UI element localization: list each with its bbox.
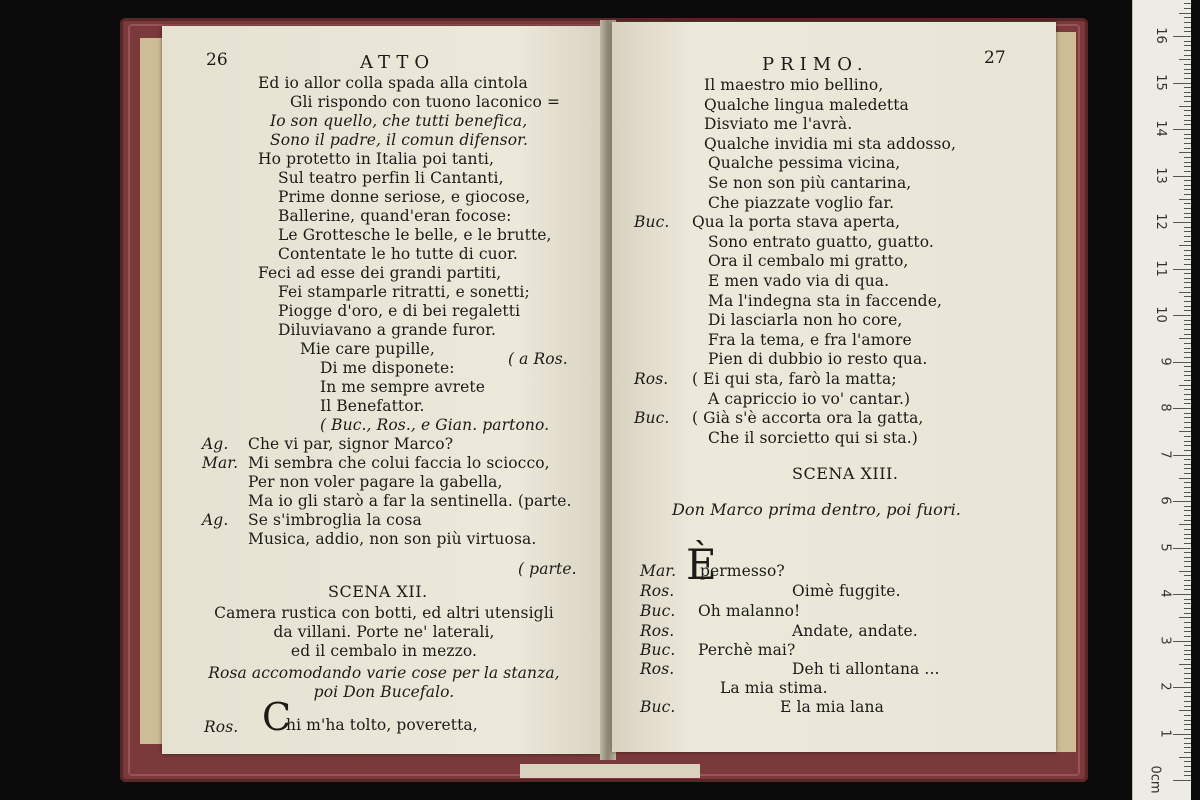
- verse-line: Di me disponete:: [320, 359, 455, 377]
- speaker-label: Ros.: [634, 370, 669, 388]
- ruler-tick: [1184, 487, 1191, 488]
- ruler-label: 1: [1157, 729, 1173, 738]
- stage-aside: ( a Ros.: [508, 350, 568, 368]
- ruler-tick: [1184, 464, 1191, 465]
- ruler-tick: [1184, 389, 1191, 390]
- ruler-tick: [1179, 617, 1191, 618]
- ruler-tick: [1173, 269, 1191, 270]
- ruler-tick: [1184, 296, 1191, 297]
- ruler-label: 2: [1157, 682, 1173, 691]
- verse-line: Che vi par, signor Marco?: [248, 435, 454, 453]
- ruler-tick: [1184, 585, 1191, 586]
- verse-line: ( Già s'è accorta ora la gatta,: [692, 409, 924, 427]
- ruler-tick: [1184, 78, 1191, 79]
- ruler-tick: [1184, 241, 1191, 242]
- ruler-label: 5: [1157, 543, 1173, 552]
- speaker-label: Ag.: [202, 435, 229, 453]
- ruler-tick: [1184, 422, 1191, 423]
- ruler-tick: [1184, 492, 1191, 493]
- ruler-tick: [1173, 362, 1191, 363]
- ruler-tick: [1184, 747, 1191, 748]
- ruler-tick: [1184, 482, 1191, 483]
- ruler-label: 16: [1153, 27, 1169, 44]
- ruler-tick: [1173, 594, 1191, 595]
- ruler-tick: [1184, 264, 1191, 265]
- ruler-tick: [1184, 645, 1191, 646]
- verse-line: Ed io allor colla spada alla cintola: [258, 74, 528, 92]
- ruler-tick: [1184, 138, 1191, 139]
- ruler-tick: [1184, 627, 1191, 628]
- verse-line: Sono il padre, il comun difensor.: [270, 131, 528, 149]
- ruler-tick: [1184, 189, 1191, 190]
- ruler-tick: [1184, 682, 1191, 683]
- speaker-label: Ag.: [202, 511, 229, 529]
- ruler-tick: [1184, 417, 1191, 418]
- speaker-label: Buc.: [640, 602, 676, 620]
- verse-line: Fra la tema, e fra l'amore: [708, 331, 912, 349]
- ruler-tick: [1184, 306, 1191, 307]
- ruler-tick: [1179, 199, 1191, 200]
- speaker-label: Mar.: [640, 562, 677, 580]
- ruler-tick: [1173, 734, 1191, 735]
- ruler-tick: [1184, 678, 1191, 679]
- ruler-tick: [1184, 459, 1191, 460]
- ruler-tick: [1184, 743, 1191, 744]
- ruler-tick: [1184, 534, 1191, 535]
- ruler-tick: [1184, 468, 1191, 469]
- ruler-tick: [1184, 310, 1191, 311]
- ruler-tick: [1173, 129, 1191, 130]
- speaker-label: Buc.: [634, 409, 670, 427]
- ruler-label: 8: [1157, 403, 1173, 412]
- ruler-tick: [1184, 715, 1191, 716]
- ruler-tick: [1184, 343, 1191, 344]
- ruler-tick: [1184, 120, 1191, 121]
- ruler-tick: [1184, 654, 1191, 655]
- ruler-tick: [1184, 510, 1191, 511]
- ruler-tick: [1184, 115, 1191, 116]
- ruler-tick: [1184, 166, 1191, 167]
- ruler-tick: [1184, 194, 1191, 195]
- ruler-tick: [1184, 738, 1191, 739]
- ruler-label: 10: [1153, 306, 1169, 323]
- ruler-tick: [1184, 371, 1191, 372]
- ruler-label: 7: [1157, 450, 1173, 459]
- ruler-tick: [1184, 301, 1191, 302]
- verse-line: Ma io gli starò a far la sentinella. (parte.: [248, 492, 572, 510]
- ruler-tick: [1184, 659, 1191, 660]
- speaker-label: Ros.: [204, 718, 239, 736]
- ruler-tick: [1184, 380, 1191, 381]
- ruler-tick: [1184, 529, 1191, 530]
- stage-line: ed il cembalo in mezzo.: [290, 642, 478, 660]
- ruler-tick: [1179, 245, 1191, 246]
- ruler-tick: [1184, 496, 1191, 497]
- ruler-tick: [1184, 213, 1191, 214]
- verse-line: Contentate le ho tutte di cuor.: [278, 245, 518, 263]
- ruler-tick: [1173, 780, 1191, 781]
- verse-line: Io son quello, che tutti benefica,: [270, 112, 528, 130]
- ruler-tick: [1184, 394, 1191, 395]
- ruler-tick: [1184, 27, 1191, 28]
- ruler-tick: [1184, 724, 1191, 725]
- ruler-tick: [1184, 101, 1191, 102]
- right-page: [612, 22, 1056, 752]
- verse-line: Le Grottesche le belle, e le brutte,: [278, 226, 552, 244]
- ruler-tick: [1184, 761, 1191, 762]
- ruler-label: 3: [1157, 636, 1173, 645]
- ruler-tick: [1184, 329, 1191, 330]
- verse-line: E men vado via di qua.: [708, 272, 890, 290]
- ruler-tick: [1184, 775, 1191, 776]
- ruler-tick: [1179, 524, 1191, 525]
- ruler-tick: [1184, 413, 1191, 414]
- drop-cap: È: [686, 540, 717, 589]
- verse-line: Gli rispondo con tuono laconico =: [290, 93, 561, 111]
- ruler-tick: [1184, 110, 1191, 111]
- verse-line: Mi sembra che colui faccia lo sciocco,: [248, 454, 550, 472]
- ruler-tick: [1184, 255, 1191, 256]
- ruler-tick: [1184, 17, 1191, 18]
- verse-line: Disviato me l'avrà.: [704, 115, 853, 133]
- ruler-tick: [1184, 543, 1191, 544]
- ruler-tick: [1184, 561, 1191, 562]
- verse-line: Diluviavano a grande furor.: [278, 321, 497, 339]
- verse-line: ( Ei qui sta, farò la matta;: [692, 370, 897, 388]
- ruler-tick: [1184, 134, 1191, 135]
- ruler-label: 15: [1153, 74, 1169, 91]
- verse-line: Feci ad esse dei grandi partiti,: [258, 264, 502, 282]
- ruler-tick: [1184, 231, 1191, 232]
- verse-line: Sono entrato guatto, guatto.: [708, 233, 934, 251]
- verse-line: Ora il cembalo mi gratto,: [708, 252, 909, 270]
- ruler-tick: [1179, 385, 1191, 386]
- ruler-tick: [1173, 455, 1191, 456]
- ruler-tick: [1184, 706, 1191, 707]
- speaker-label: Mar.: [202, 454, 239, 472]
- ruler-tick: [1184, 566, 1191, 567]
- verse-line: Sul teatro perfin li Cantanti,: [278, 169, 504, 187]
- ruler-tick: [1184, 45, 1191, 46]
- ruler-tick: [1184, 399, 1191, 400]
- ruler-label: 14: [1153, 120, 1169, 137]
- measuring-ruler: [1132, 0, 1191, 800]
- ruler-tick: [1184, 73, 1191, 74]
- ruler-label: 9: [1157, 357, 1173, 366]
- ruler-tick: [1184, 324, 1191, 325]
- ruler-tick: [1184, 236, 1191, 237]
- ruler-tick: [1184, 473, 1191, 474]
- ruler-tick: [1184, 55, 1191, 56]
- ruler-tick: [1184, 668, 1191, 669]
- verse-line: Prime donne seriose, e giocose,: [278, 188, 531, 206]
- ruler-tick: [1184, 92, 1191, 93]
- ruler-tick: [1184, 69, 1191, 70]
- ruler-tick: [1184, 148, 1191, 149]
- verse-line: Per non voler pagare la gabella,: [248, 473, 503, 491]
- speaker-label: Buc.: [640, 641, 676, 659]
- running-head: PRIMO.: [762, 54, 869, 75]
- running-head: ATTO: [360, 52, 436, 73]
- verse-line: Piogge d'oro, e di bei regaletti: [278, 302, 521, 320]
- ruler-tick: [1184, 157, 1191, 158]
- ruler-tick: [1184, 515, 1191, 516]
- page-number: 26: [206, 50, 228, 70]
- verse-line: Il maestro mio bellino,: [704, 76, 884, 94]
- verse-line: hi m'ha tolto, poveretta,: [286, 716, 478, 734]
- ruler-tick: [1173, 83, 1191, 84]
- ruler-tick: [1184, 282, 1191, 283]
- ruler-tick: [1184, 552, 1191, 553]
- ruler-tick: [1184, 162, 1191, 163]
- speaker-label: Ros.: [640, 582, 675, 600]
- dialogue-line: La mia stima.: [720, 679, 828, 697]
- ruler-tick: [1179, 431, 1191, 432]
- stage-line: Rosa accomodando varie cose per la stanza,: [208, 664, 560, 682]
- ruler-tick: [1184, 375, 1191, 376]
- ruler-tick: [1179, 152, 1191, 153]
- stage-direction: Don Marco prima dentro, poi fuori.: [672, 500, 961, 519]
- verse-line: Qualche lingua maledetta: [704, 96, 909, 114]
- ruler-tick: [1173, 641, 1191, 642]
- ruler-tick: [1173, 315, 1191, 316]
- ruler-tick: [1179, 59, 1191, 60]
- ruler-tick: [1184, 64, 1191, 65]
- ruler-tick: [1184, 403, 1191, 404]
- ruler-tick: [1184, 441, 1191, 442]
- ruler-tick: [1184, 538, 1191, 539]
- drop-cap: C: [262, 695, 292, 739]
- ruler-tick: [1184, 622, 1191, 623]
- dialogue-line: Perchè mai?: [698, 641, 796, 659]
- stage-line: Camera rustica con botti, ed altri utensigli: [214, 604, 554, 622]
- ruler-tick: [1184, 427, 1191, 428]
- ruler-tick: [1184, 357, 1191, 358]
- verse-line: Se s'imbroglia la cosa: [248, 511, 422, 529]
- dialogue-line: permesso?: [700, 562, 785, 580]
- verse-line: Il Benefattor.: [320, 397, 425, 415]
- speaker-label: Ros.: [640, 660, 675, 678]
- speaker-label: Ros.: [640, 622, 675, 640]
- dialogue-line: E la mia lana: [780, 698, 884, 716]
- ruler-tick: [1173, 176, 1191, 177]
- ruler-tick: [1184, 575, 1191, 576]
- ruler-tick: [1184, 450, 1191, 451]
- ruler-tick: [1184, 320, 1191, 321]
- ruler-tick: [1173, 222, 1191, 223]
- ruler-tick: [1184, 185, 1191, 186]
- ruler-label: 6: [1157, 496, 1173, 505]
- ruler-tick: [1184, 366, 1191, 367]
- ruler-tick: [1179, 292, 1191, 293]
- ruler-label: 13: [1153, 167, 1169, 184]
- ruler-tick: [1184, 352, 1191, 353]
- verse-line: Se non son più cantarina,: [708, 174, 912, 192]
- ruler-tick: [1184, 720, 1191, 721]
- ruler-tick: [1179, 106, 1191, 107]
- ruler-tick: [1184, 557, 1191, 558]
- verse-line: A capriccio io vo' cantar.): [708, 390, 911, 408]
- dialogue-line: Andate, andate.: [792, 622, 918, 640]
- ruler-tick: [1179, 478, 1191, 479]
- left-page: [162, 26, 606, 754]
- verse-line: Mie care pupille,: [300, 340, 435, 358]
- ruler-tick: [1184, 752, 1191, 753]
- ruler-tick: [1184, 273, 1191, 274]
- ruler-tick: [1184, 50, 1191, 51]
- verse-line: Pien di dubbio io resto qua.: [708, 350, 928, 368]
- ruler-tick: [1184, 8, 1191, 9]
- ruler-tick: [1184, 445, 1191, 446]
- scene-title: SCENA XII.: [328, 582, 428, 601]
- ruler-tick: [1184, 506, 1191, 507]
- ruler-label: 11: [1153, 260, 1169, 277]
- verse-line: Ho protetto in Italia poi tanti,: [258, 150, 495, 168]
- ruler-tick: [1173, 687, 1191, 688]
- ruler-tick: [1184, 520, 1191, 521]
- ruler-tick: [1179, 13, 1191, 14]
- ruler-tick: [1173, 408, 1191, 409]
- ruler-tick: [1184, 31, 1191, 32]
- verse-line: Che piazzate voglio far.: [708, 194, 895, 212]
- ruler-tick: [1179, 757, 1191, 758]
- ruler-tick: [1184, 278, 1191, 279]
- verse-line: Qua la porta stava aperta,: [692, 213, 901, 231]
- ruler-tick: [1184, 436, 1191, 437]
- ruler-tick: [1184, 650, 1191, 651]
- ruler-tick: [1184, 124, 1191, 125]
- page-number: 27: [984, 48, 1006, 68]
- ruler-tick: [1184, 589, 1191, 590]
- ruler-label: 12: [1153, 213, 1169, 230]
- ruler-tick: [1184, 250, 1191, 251]
- ruler-tick: [1184, 729, 1191, 730]
- ruler-tick: [1184, 259, 1191, 260]
- ruler-tick: [1184, 771, 1191, 772]
- verse-line: Qualche pessima vicina,: [708, 154, 901, 172]
- ruler-tick: [1184, 613, 1191, 614]
- stage-line: poi Don Bucefalo.: [313, 683, 455, 701]
- ruler-tick: [1179, 571, 1191, 572]
- verse-line: Fei stamparle ritratti, e sonetti;: [278, 283, 530, 301]
- ruler-tick: [1184, 217, 1191, 218]
- ruler-tick: [1184, 701, 1191, 702]
- ruler-tick: [1184, 603, 1191, 604]
- ruler-tick: [1173, 548, 1191, 549]
- stage-aside: ( parte.: [518, 560, 577, 578]
- ruler-tick: [1184, 348, 1191, 349]
- stage-line: da villani. Porte ne' laterali,: [273, 623, 495, 641]
- scene-title: SCENA XIII.: [792, 464, 899, 483]
- speaker-label: Buc.: [634, 213, 670, 231]
- ruler-tick: [1184, 22, 1191, 23]
- ruler-tick: [1179, 664, 1191, 665]
- verse-line: Qualche invidia mi sta addosso,: [704, 135, 956, 153]
- ruler-tick: [1173, 501, 1191, 502]
- verse-line: Che il sorcietto qui si sta.): [708, 429, 918, 447]
- ruler-tick: [1184, 208, 1191, 209]
- ruler-tick: [1179, 710, 1191, 711]
- ruler-tick: [1184, 3, 1191, 4]
- dialogue-line: Oh malanno!: [698, 602, 801, 620]
- ruler-tick: [1184, 87, 1191, 88]
- ruler-label: 0cm: [1147, 765, 1163, 794]
- speaker-label: Buc.: [640, 698, 676, 716]
- verse-line: In me sempre avrete: [320, 378, 485, 396]
- ruler-tick: [1184, 41, 1191, 42]
- ruler-tick: [1179, 338, 1191, 339]
- ruler-tick: [1184, 673, 1191, 674]
- spine-edge: [520, 764, 700, 778]
- ruler-tick: [1184, 580, 1191, 581]
- ruler-tick: [1184, 287, 1191, 288]
- ruler-tick: [1184, 599, 1191, 600]
- ruler-tick: [1184, 143, 1191, 144]
- dialogue-line: Oimè fuggite.: [792, 582, 901, 600]
- ruler-tick: [1184, 636, 1191, 637]
- ruler-label: 4: [1157, 589, 1173, 598]
- ruler-tick: [1184, 96, 1191, 97]
- verse-line: ( Buc., Ros., e Gian. partono.: [320, 416, 550, 434]
- ruler-tick: [1184, 766, 1191, 767]
- ruler-tick: [1184, 227, 1191, 228]
- verse-line: Ma l'indegna sta in faccende,: [708, 292, 942, 310]
- dialogue-line: Deh ti allontana ...: [792, 660, 940, 678]
- ruler-tick: [1184, 608, 1191, 609]
- verse-line: Di lasciarla non ho core,: [708, 311, 903, 329]
- ruler-tick: [1184, 334, 1191, 335]
- ruler-tick: [1184, 180, 1191, 181]
- ruler-tick: [1184, 203, 1191, 204]
- ruler-tick: [1184, 171, 1191, 172]
- ruler-tick: [1184, 631, 1191, 632]
- verse-line: Ballerine, quand'eran focose:: [278, 207, 512, 225]
- verse-line: Musica, addio, non son più virtuosa.: [248, 530, 537, 548]
- ruler-tick: [1184, 692, 1191, 693]
- ruler-tick: [1173, 36, 1191, 37]
- ruler-tick: [1184, 696, 1191, 697]
